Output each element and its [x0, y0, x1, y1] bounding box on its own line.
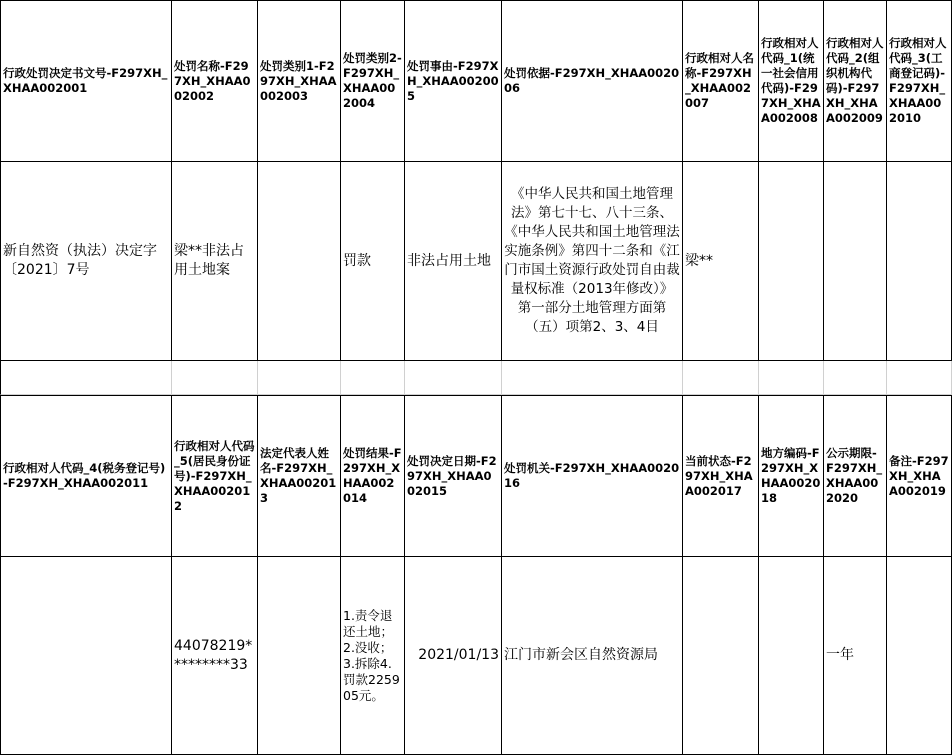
cell-counterpart-code-1[interactable] — [759, 162, 824, 361]
header-cell-counterpart-code-1[interactable]: 行政相对人代码_1(统一社会信用代码)-F297XH_XHAA002008 — [759, 0, 824, 162]
empty-cell[interactable] — [341, 361, 405, 395]
cell-counterpart-code-2[interactable] — [824, 162, 887, 361]
header-cell-penalty-type-2[interactable]: 处罚类别2-F297XH_XHAA002004 — [341, 0, 405, 162]
empty-cell[interactable] — [887, 361, 952, 395]
empty-cell[interactable] — [258, 361, 341, 395]
header-cell-publicity-period[interactable]: 公示期限-F297XH_XHAA002020 — [824, 395, 887, 557]
cell-penalty-authority[interactable]: 江门市新会区自然资源局 — [502, 557, 683, 755]
header-cell-legal-rep-name[interactable]: 法定代表人姓名-F297XH_XHAA002013 — [258, 395, 341, 557]
header-cell-remarks[interactable]: 备注-F297XH_XHAA002019 — [887, 395, 952, 557]
cell-region-code[interactable] — [759, 557, 824, 755]
empty-cell[interactable] — [502, 361, 683, 395]
header-cell-counterpart-code-5[interactable]: 行政相对人代码_5(居民身份证号)-F297XH_XHAA002012 — [172, 395, 258, 557]
header-cell-counterpart-code-3[interactable]: 行政相对人代码_3(工商登记码)-F297XH_XHAA002010 — [887, 0, 952, 162]
empty-cell[interactable] — [824, 361, 887, 395]
empty-cell[interactable] — [0, 361, 172, 395]
empty-cell[interactable] — [759, 361, 824, 395]
header-cell-decision-date[interactable]: 处罚决定日期-F297XH_XHAA002015 — [405, 395, 502, 557]
cell-penalty-reason[interactable]: 非法占用土地 — [405, 162, 502, 361]
cell-decision-date[interactable]: 2021/01/13 — [405, 557, 502, 755]
cell-penalty-result[interactable]: 1.责令退还土地；2.没收；3.拆除4.罚款225905元。 — [341, 557, 405, 755]
header-cell-doc-number[interactable]: 行政处罚决定书文号-F297XH_XHAA002001 — [0, 0, 172, 162]
cell-penalty-type-1[interactable] — [258, 162, 341, 361]
header-cell-penalty-name[interactable]: 处罚名称-F297XH_XHAA002002 — [172, 0, 258, 162]
header-cell-counterpart-code-2[interactable]: 行政相对人代码_2(组织机构代码)-F297XH_XHAA002009 — [824, 0, 887, 162]
cell-counterpart-code-4[interactable] — [0, 557, 172, 755]
cell-id-number[interactable]: 44078219*********33 — [172, 557, 258, 755]
header-cell-penalty-result[interactable]: 处罚结果-F297XH_XHAA002014 — [341, 395, 405, 557]
header-cell-counterpart-code-4[interactable]: 行政相对人代码_4(税务登记号)-F297XH_XHAA002011 — [0, 395, 172, 557]
header-cell-penalty-basis[interactable]: 处罚依据-F297XH_XHAA002006 — [502, 0, 683, 162]
empty-cell[interactable] — [172, 361, 258, 395]
header-cell-counterpart-name[interactable]: 行政相对人名称-F297XH_XHAA002007 — [683, 0, 759, 162]
header-cell-region-code[interactable]: 地方编码-F297XH_XHAA002018 — [759, 395, 824, 557]
cell-publicity-period[interactable]: 一年 — [824, 557, 887, 755]
header-cell-current-status[interactable]: 当前状态-F297XH_XHAA002017 — [683, 395, 759, 557]
cell-counterpart-name[interactable]: 梁** — [683, 162, 759, 361]
header-cell-penalty-authority[interactable]: 处罚机关-F297XH_XHAA002016 — [502, 395, 683, 557]
cell-current-status[interactable] — [683, 557, 759, 755]
cell-penalty-basis[interactable]: 《中华人民共和国土地管理法》第七十七、八十三条、《中华人民共和国土地管理法实施条例》第四十二条和《江门市国土资源行政处罚自由裁量权标准（2013年修改）》第一部分土地管理方面第（五）项第2、3、4目 — [502, 162, 683, 361]
header-cell-penalty-type-1[interactable]: 处罚类别1-F297XH_XHAA002003 — [258, 0, 341, 162]
cell-remarks[interactable] — [887, 557, 952, 755]
empty-cell[interactable] — [405, 361, 502, 395]
cell-doc-number[interactable]: 新自然资（执法）决定字〔2021〕7号 — [0, 162, 172, 361]
cell-legal-rep-name[interactable] — [258, 557, 341, 755]
cell-counterpart-code-3[interactable] — [887, 162, 952, 361]
header-cell-penalty-reason[interactable]: 处罚事由-F297XH_XHAA002005 — [405, 0, 502, 162]
empty-cell[interactable] — [683, 361, 759, 395]
cell-penalty-name[interactable]: 梁**非法占用土地案 — [172, 162, 258, 361]
cell-penalty-type-2[interactable]: 罚款 — [341, 162, 405, 361]
